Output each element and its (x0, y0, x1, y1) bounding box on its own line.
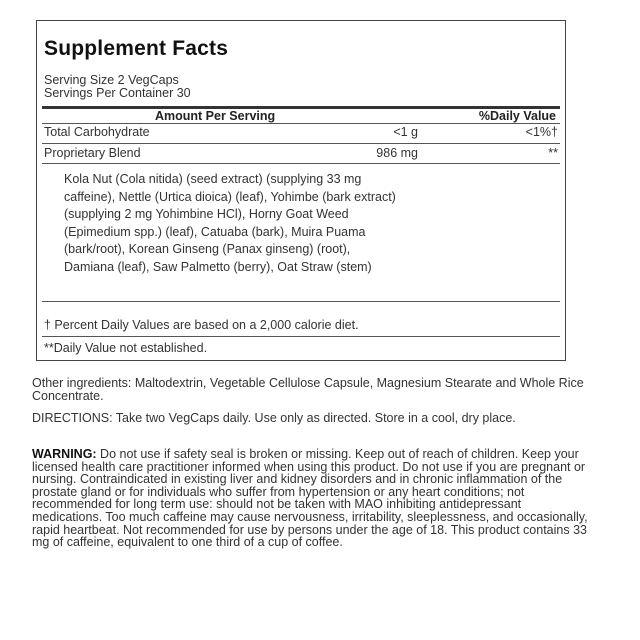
divider-row (42, 143, 560, 144)
proprietary-blend-box (42, 164, 560, 302)
footnote-not-established: **Daily Value not established. (44, 341, 208, 355)
warning (32, 448, 592, 549)
warning-label: WARNING: (32, 447, 97, 461)
nutrient-row (44, 146, 558, 164)
nutrient-name: Total Carbohydrate (44, 125, 150, 139)
divider-header (42, 123, 560, 124)
other-ingredients: Other ingredients: Maltodextrin, Vegetable Cellulose Capsule, Magnesium Stearate and Whole Rice Concentrate. (32, 376, 584, 403)
nutrient-amount: 986 mg (376, 146, 418, 160)
header-daily-value: %Daily Value (478, 109, 556, 123)
nutrient-daily-value: ** (548, 146, 558, 160)
directions: DIRECTIONS: Take two VegCaps daily. Use only as directed. Store in a cool, dry place. (32, 411, 516, 425)
supplement-facts-panel (36, 20, 566, 361)
nutrient-name: Proprietary Blend (44, 146, 141, 160)
facts-title: Supplement Facts (44, 37, 229, 60)
serving-size: Serving Size 2 VegCaps (44, 73, 179, 87)
warning-text: Do not use if safety seal is broken or missing. Keep out of reach of children. Keep your licensed health care practitioner informed when using this product. Do not use if you are pregnant or nursing. Contraindicated in existing liver and kidney disorders and in chronic inflammation of the prostate gland or for individuals who suffer from hypertension or any heart conditions; not recommended for long term use: should not be taken with MAO inhibiting antidepressant medications. Too much caffeine may cause nervousness, irritability, sleeplessness, and occasionally, rapid heartbeat. Not recommended for use by persons under the age of 18. This product contains 33 mg of caffeine, equivalent to one third of a cup of coffee. (32, 447, 588, 550)
footnote-daily-values: † Percent Daily Values are based on a 2,000 calorie diet. (44, 318, 359, 332)
blend-ingredients: Kola Nut (Cola nitida) (seed extract) (supplying 33 mg caffeine), Nettle (Urtica dioica) (leaf), Yohimbe (bark extract) (supplying 2 mg Yohimbine HCl), Horny Goat Weed (Epimedium spp.) (leaf), Catuaba (bark), Muira Puama (bark/root), Korean Ginseng (Panax ginseng) (root), Damiana (leaf), Saw Palmetto (berry), Oat Straw (stem) (64, 172, 396, 274)
servings-per-container: Servings Per Container 30 (44, 86, 191, 100)
divider-footnote (42, 336, 560, 337)
header-amount: Amount Per Serving (155, 109, 276, 123)
nutrient-row (44, 125, 558, 143)
nutrient-daily-value: <1%† (525, 125, 558, 139)
nutrient-amount: <1 g (393, 125, 418, 139)
